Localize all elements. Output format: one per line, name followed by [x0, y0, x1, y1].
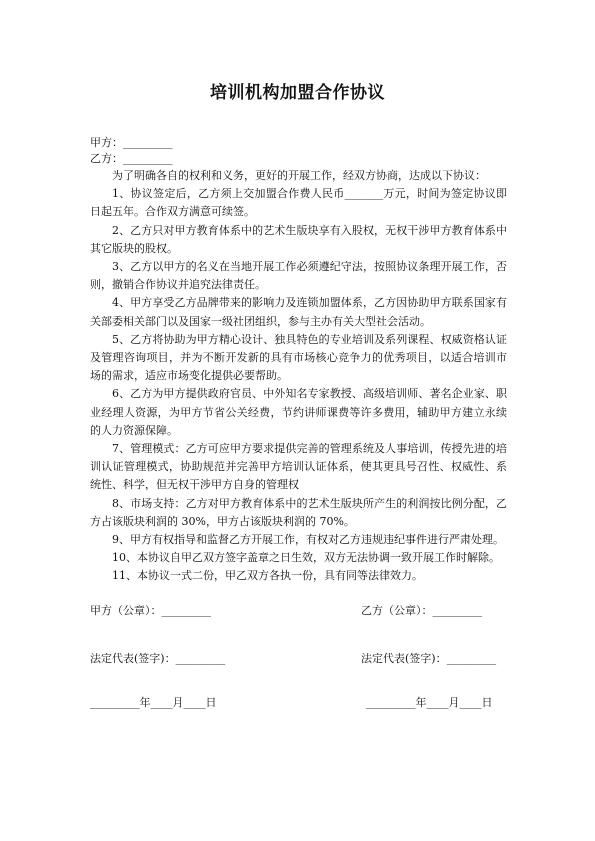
clause-5: 5、乙方将协助为甲方精心设计、独具特色的专业培训及系列课程、权威资格认证及管理咨询项目，并为不断开发新的具有市场核心竞争力的优秀项目，以适合培训市场的需求，适应市场变化提供必要帮助。 — [90, 332, 507, 383]
intro-paragraph: 为了明确各自的权利和义务，更好的开展工作，经双方协商，达成以下协议： — [112, 169, 486, 182]
party-b-representative-line: 法定代表(签字)：_________ — [361, 652, 497, 665]
party-a-representative-line: 法定代表(签字)：_________ — [90, 652, 226, 665]
clause-4: 4、甲方享受乙方品牌带来的影响力及连锁加盟体系，乙方因协助甲方联系国家有关部委相关部门以及国家一级社团组织，参与主办有关大型社会活动。 — [90, 296, 507, 328]
clause-11: 11、本协议一式二份，甲乙双方各执一份，具有同等法律效力。 — [112, 569, 423, 583]
clause-10: 10、本协议自甲乙双方签字盖章之日生效，双方无法协调一致开展工作时解除。 — [112, 551, 500, 565]
agreement-body — [90, 167, 507, 586]
clause-3: 3、乙方以甲方的名义在当地开展工作必须遵纪守法，按照协议条理开展工作，否则，撤销合作协议并追究法律责任。 — [90, 260, 507, 292]
clause-8: 8、市场支持：乙方对甲方教育体系中的艺术生版块所产生的利润按比例分配，乙方占该版块利润的 30%，甲方占该版块利润的 70%。 — [90, 496, 507, 528]
clause-1: 1、协议签定后，乙方须上交加盟合作费人民币_______万元，时间为签定协议即日起五年。合作双方满意可续签。 — [90, 187, 507, 219]
party-b-line: 乙方：_________ — [90, 152, 173, 165]
party-a-seal-line: 甲方（公章）：_________ — [90, 604, 211, 617]
clause-7: 7、管理模式：乙方可应甲方要求提供完善的管理系统及人事培训，传授先进的培训认证管理模式，协助规范并完善甲方培训认证体系，使其更具号召性、权威性、系统性、科学，但无权干涉甲方自身的管理权 — [90, 442, 507, 492]
party-b-seal-line: 乙方（公章）：_________ — [361, 604, 482, 617]
clause-9: 9、甲方有权指导和监督乙方开展工作，有权对乙方违规违纪事件进行严肃处理。 — [112, 533, 504, 547]
clause-6: 6、乙方为甲方提供政府官员、中外知名专家教授、高级培训师、著名企业家、职业经理人资源，为甲方节省公关经费，节约讲师课费等许多费用，辅助甲方建立永续的人力资源保障。 — [90, 387, 507, 437]
party-a-line: 甲方：_________ — [90, 136, 173, 149]
document-title: 培训机构加盟合作协议 — [210, 83, 385, 103]
party-b-date-line: _________年____月____日 — [366, 696, 493, 709]
clause-2: 2、乙方只对甲方教育体系中的艺术生版块享有入股权，无权干涉甲方教育体系中其它版块的股权。 — [90, 223, 507, 255]
party-a-date-line: _________年____月____日 — [90, 696, 217, 709]
